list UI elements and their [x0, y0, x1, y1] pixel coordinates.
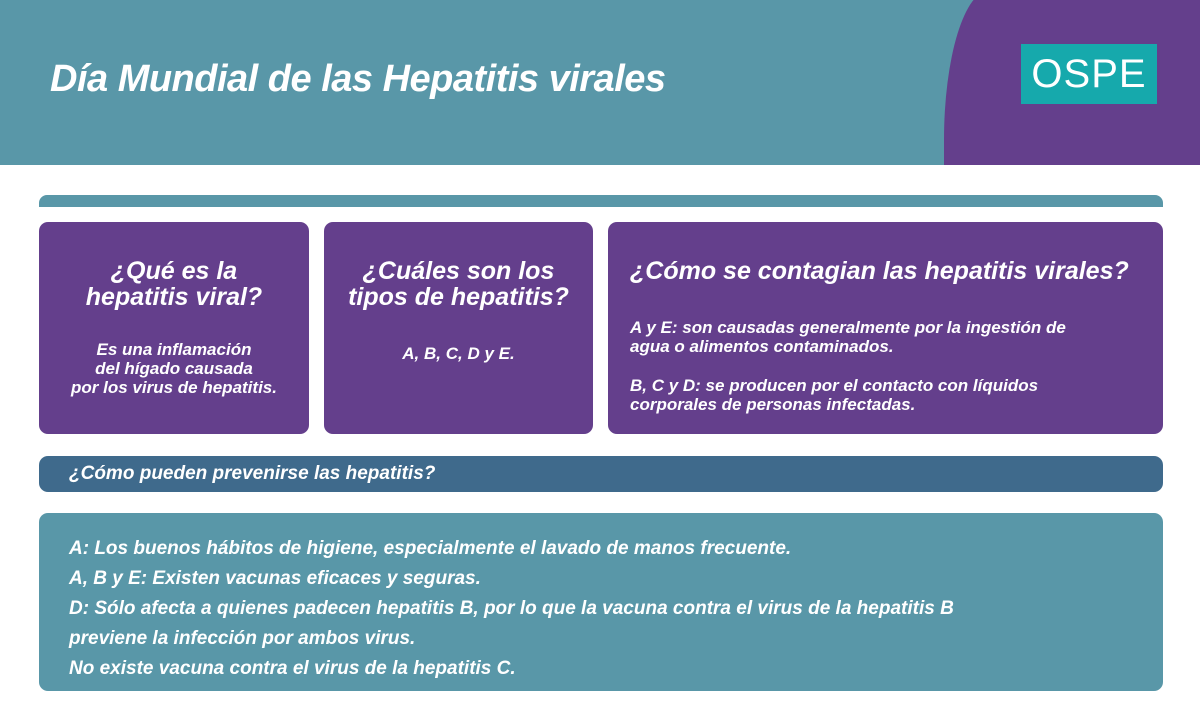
card-contagion — [608, 222, 1163, 434]
card-text — [53, 340, 295, 397]
decorative-top-bar — [39, 195, 1163, 207]
ospe-logo: OSPE — [1021, 44, 1157, 104]
card-title-line: ¿Cuáles son los — [362, 257, 555, 285]
card-title-line: hepatitis viral? — [85, 283, 263, 311]
card-text: A, B, C, D y E. — [402, 344, 515, 363]
prevention-line: No existe vacuna contra el virus de la hepatitis C. — [69, 658, 516, 679]
prevention-line: A, B y E: Existen vacunas eficaces y seguras. — [69, 568, 481, 589]
card-text-line: B, C y D: se producen por el contacto con líquidos — [630, 376, 1039, 395]
card-title-line: tipos de hepatitis? — [348, 283, 569, 311]
card-text-line: por los virus de hepatitis. — [71, 378, 277, 397]
prevention-heading: ¿Cómo pueden prevenirse las hepatitis? — [39, 456, 1163, 492]
card-title: ¿Cómo se contagian las hepatitis virales? — [630, 257, 1129, 285]
card-text-line: del hígado causada — [95, 359, 253, 378]
card-text — [630, 318, 1143, 356]
prevention-line: A: Los buenos hábitos de higiene, especialmente el lavado de manos frecuente. — [69, 538, 792, 559]
card-hepatitis-types — [324, 222, 593, 434]
prevention-box — [39, 513, 1163, 691]
card-text-line: corporales de personas infectadas. — [630, 395, 916, 414]
card-what-is-hepatitis — [39, 222, 309, 434]
card-text-line: agua o alimentos contaminados. — [630, 337, 894, 356]
header-banner — [0, 0, 1200, 165]
card-title — [338, 258, 579, 310]
prevention-line: D: Sólo afecta a quienes padecen hepatitis B, por lo que la vacuna contra el virus de la hepatitis B — [69, 598, 954, 619]
card-text-line: Es una inflamación — [96, 340, 252, 359]
card-text — [630, 376, 1143, 414]
prevention-line: previene la infección por ambos virus. — [69, 628, 416, 649]
card-text-line: A y E: son causadas generalmente por la ingestión de — [630, 318, 1066, 337]
card-title — [53, 258, 295, 310]
card-title-line: ¿Qué es la — [110, 257, 238, 285]
page-title: Día Mundial de las Hepatitis virales — [50, 58, 666, 100]
